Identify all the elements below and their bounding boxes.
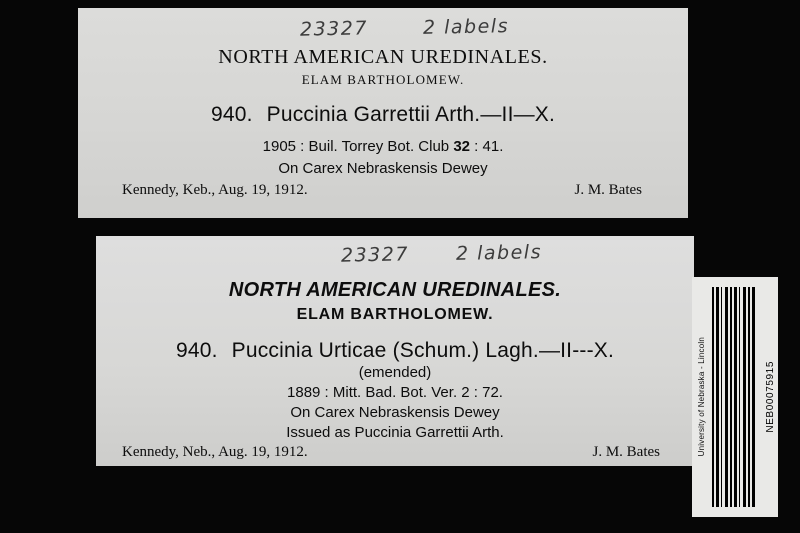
locality-date-bottom: Kennedy, Neb., Aug. 19, 1912.	[122, 444, 308, 460]
citation-suffix-top: : 41.	[474, 138, 504, 155]
accession-number-handwritten-top: 23327	[299, 17, 369, 41]
specimen-label-bottom	[96, 236, 694, 466]
taxon-name-bottom: Puccinia Urticae (Schum.) Lagh.—II---X.	[231, 339, 615, 362]
citation-line-top	[78, 138, 688, 155]
barcode-label	[692, 277, 778, 517]
taxon-name-top: Puccinia Garrettii Arth.—II—X.	[266, 103, 556, 126]
barcode-bars-icon	[712, 287, 756, 507]
issued-as-line-bottom: Issued as Puccinia Garrettii Arth.	[286, 424, 504, 441]
citation-prefix-top: 1905 : Buil. Torrey Bot. Club	[262, 138, 450, 155]
label-collector-header-top: ELAM BARTHOLOMEW.	[301, 72, 465, 87]
label-number-top: 940.	[210, 103, 253, 126]
label-number-bottom: 940.	[175, 339, 218, 362]
label-collector-header-bottom: ELAM BARTHOLOMEW.	[296, 306, 494, 323]
barcode-number: NEB00075915	[764, 361, 776, 433]
collector-name-bottom: J. M. Bates	[592, 444, 660, 460]
host-line-bottom: On Carex Nebraskensis Dewey	[290, 404, 500, 421]
accession-number-handwritten-bottom: 23327	[340, 243, 410, 267]
taxon-line-top	[78, 103, 688, 127]
emended-note-bottom: (emended)	[358, 364, 432, 381]
institution-name: University of Nebraska - Lincoln	[696, 337, 706, 457]
label-header-top: NORTH AMERICAN UREDINALES.	[218, 46, 548, 68]
citation-volume-top: 32	[453, 138, 470, 155]
specimen-label-top	[78, 8, 688, 218]
labels-count-note-handwritten-bottom: 2 labels	[455, 241, 543, 265]
host-line-top: On Carex Nebraskensis Dewey	[278, 160, 488, 177]
labels-count-note-handwritten-top: 2 labels	[422, 15, 510, 39]
label-header-bottom: NORTH AMERICAN UREDINALES.	[228, 279, 562, 301]
citation-line-bottom: 1889 : Mitt. Bad. Bot. Ver. 2 : 72.	[287, 384, 503, 401]
collector-name-top: J. M. Bates	[574, 182, 642, 198]
locality-date-top: Kennedy, Keb., Aug. 19, 1912.	[122, 182, 308, 198]
taxon-line-bottom	[96, 339, 694, 363]
